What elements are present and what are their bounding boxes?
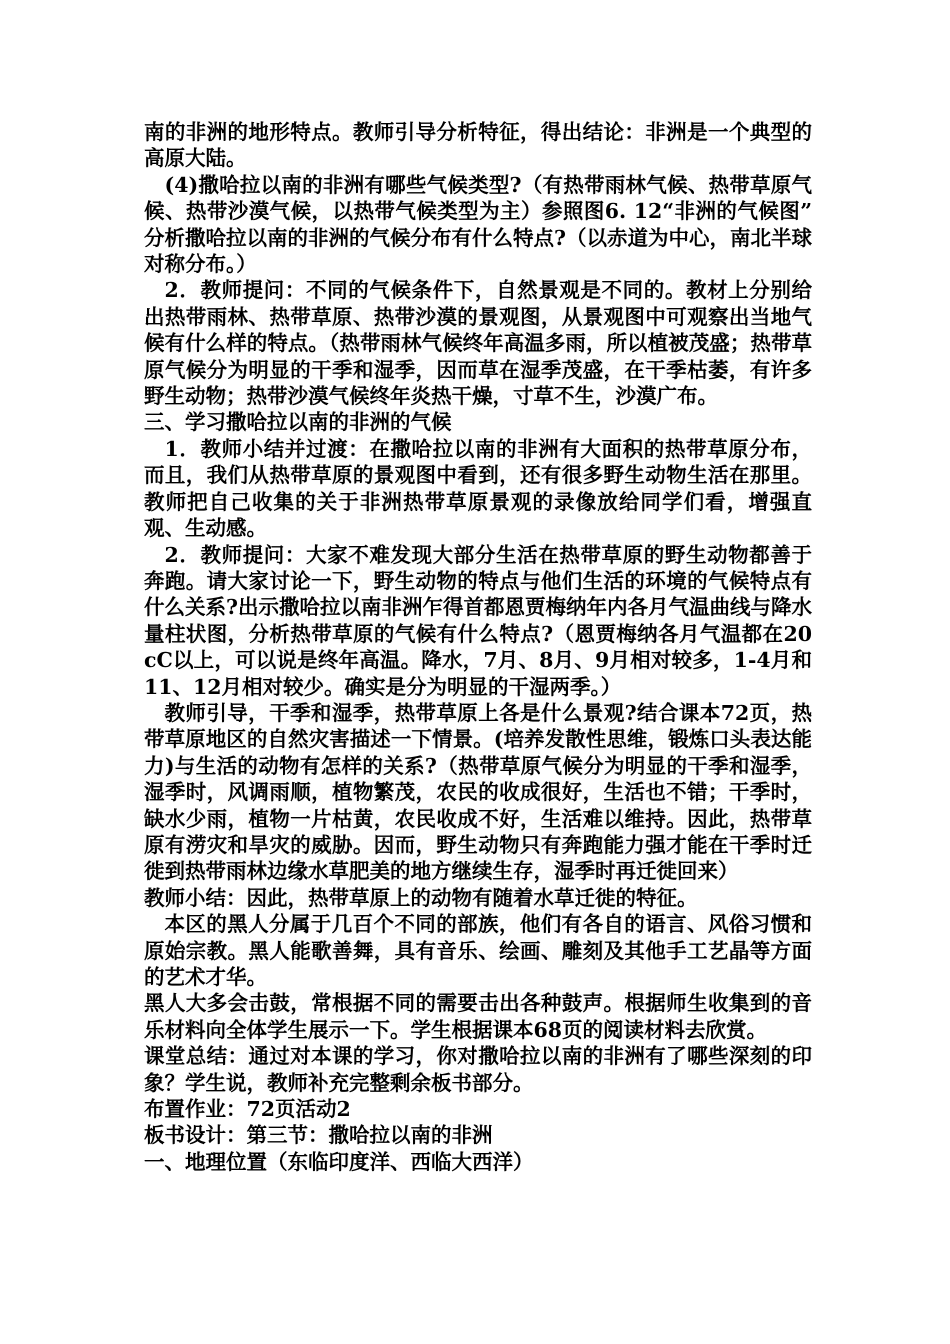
paragraph-6: 教师引导，干季和湿季，热带草原上各是什么景观?结合课本72页，热带草原地区的自然灾害描述一下情景。(培养发散性思维，锻炼口头表达能力)与生活的动物有怎样的关系?（热带草原气候分为明显的干季和湿季，湿季时，风调雨顺，植物繁茂，农民的收成很好，生活也不错；干季时，缺水少雨，植物一片枯黄，农民收成不好，生活难以维持。因此，热带草原有涝灾和旱灾的威胁。因而，野生动物只有奔跑能力强才能在干季时迁徙到热带雨林边缘水草肥美的地方继续生存，湿季时再迁徙回来）: [144, 700, 812, 884]
paragraph-9: 黑人大多会击鼓，常根据不同的需要击出各种鼓声。根据师生收集到的音乐材料向全体学生展示一下。学生根据课本68页的阅读材料去欣赏。: [144, 991, 812, 1042]
paragraph-geo-location: 一、地理位置（东临印度洋、西临大西洋）: [144, 1149, 534, 1174]
paragraph-class-summary: 课堂总结：通过对本课的学习，你对撒哈拉以南的非洲有了哪些深刻的印象？学生说，教师补充完整剩余板书部分。: [144, 1044, 812, 1095]
paragraph-homework: 布置作业：72页活动2: [144, 1097, 351, 1122]
section-heading-climate: 三、学习撒哈拉以南的非洲的气候: [144, 410, 452, 435]
paragraph-5: 2．教师提问：大家不难发现大部分生活在热带草原的野生动物都善于奔跑。请大家讨论一下，野生动物的特点与他们生活的环境的气候特点有什么关系?出示撒哈拉以南非洲乍得首都恩贾梅纳年内各月气温曲线与降水量柱状图，分析热带草原的气候有什么特点?（恩贾梅纳各月气温都在20cC以上，可以说是终年高温。降水，7月、8月、9月相对较多，1-4月和11、12月相对较少。确实是分为明显的干湿两季。）: [144, 542, 813, 699]
paragraph-0: 南的非洲的地形特点。教师引导分析特征，得出结论：非洲是一个典型的高原大陆。: [144, 120, 812, 171]
paragraph-2: 2．教师提问：不同的气候条件下，自然景观是不同的。教材上分别给出热带雨林、热带草原、热带沙漠的景观图，从景观图中可观察出当地气候有什么样的特点。（热带雨林气候终年高温多雨，所以植被茂盛；热带草原气候分为明显的干季和湿季，因而草在湿季茂盛，在干季枯萎，有许多野生动物；热带沙漠气候终年炎热干燥，寸草不生，沙漠广布。: [144, 278, 812, 409]
paragraph-board-design: 板书设计：第三节：撒哈拉以南的非洲: [144, 1123, 493, 1148]
document-page: [144, 119, 812, 1175]
paragraph-1: (4)撒哈拉以南的非洲有哪些气候类型?（有热带雨林气候、热带草原气候、热带沙漠气候，以热带气候类型为主）参照图6. 12“非洲的气候图” 分析撒哈拉以南的非洲的气候分布有什么特点?（以赤道为中心，南北半球对称分布。）: [144, 172, 813, 277]
paragraph-4: 1．教师小结并过渡：在撒哈拉以南的非洲有大面积的热带草原分布，而且，我们从热带草原的景观图中看到，还有很多野生动物生活在那里。教师把自己收集的关于非洲热带草原景观的录像放给同学们看，增强直观、生动感。: [144, 436, 812, 541]
paragraph-teacher-summary: 教师小结：因此，热带草原上的动物有随着水草迁徙的特征。: [144, 885, 698, 910]
paragraph-8: 本区的黑人分属于几百个不同的部族，他们有各自的语言、风俗习惯和原始宗教。黑人能歌善舞，具有音乐、绘画、雕刻及其他手工艺晶等方面的艺术才华。: [144, 912, 812, 989]
